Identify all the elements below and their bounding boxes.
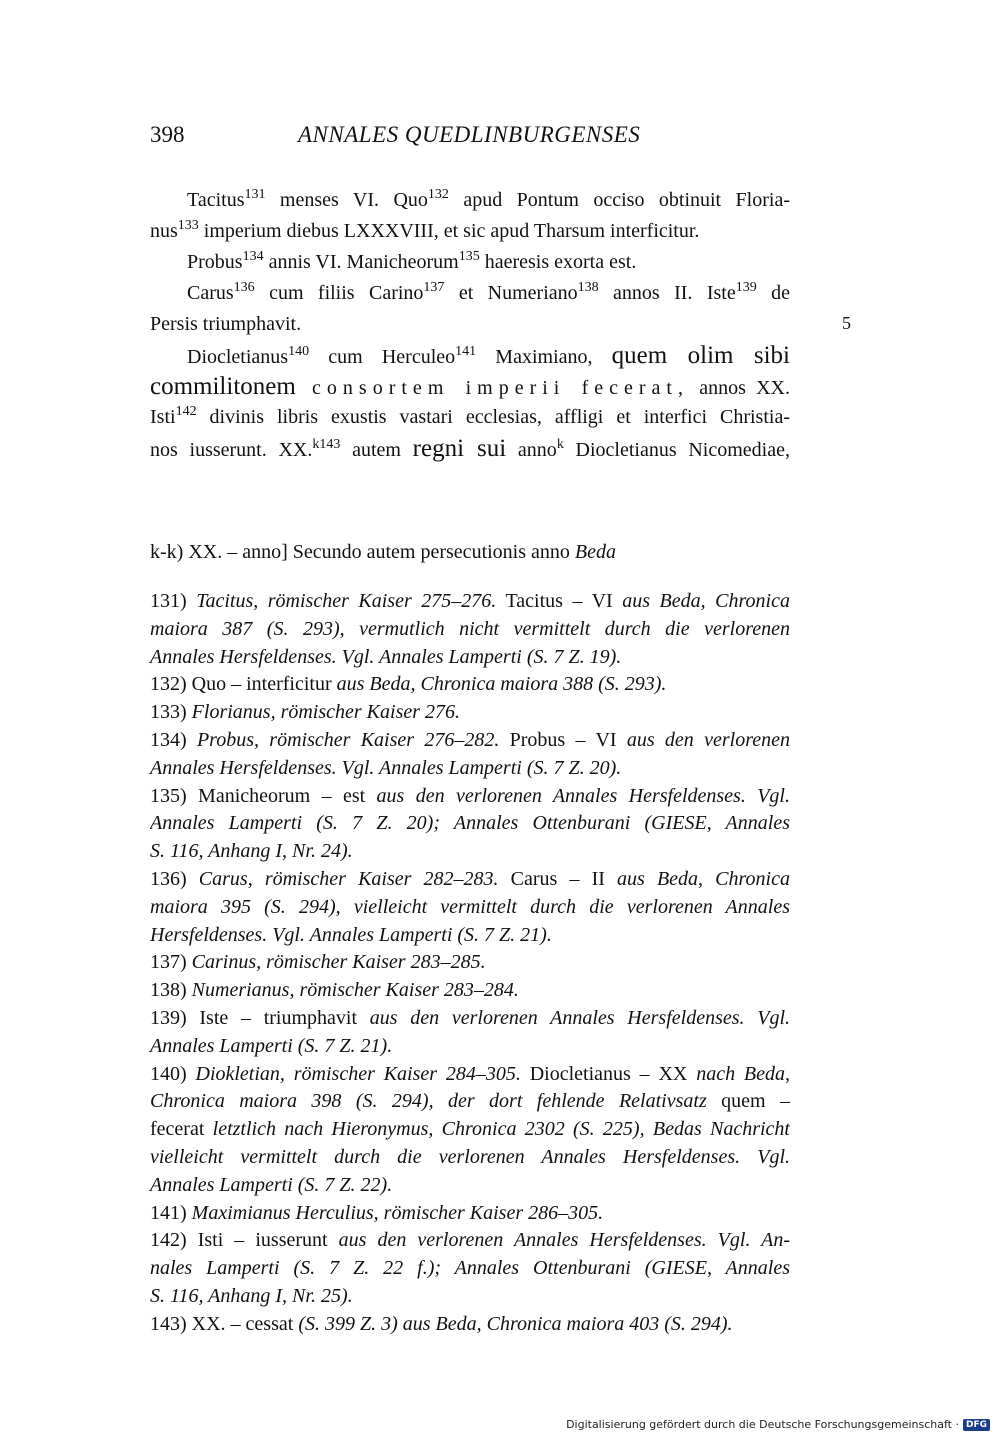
footnote-line: Annales Lamperti (S. 7 Z. 22). (150, 1173, 393, 1196)
footnote-line: Annales Lamperti (S. 7 Z. 20); Annales Ottenburani (GIESE, Annales (150, 812, 790, 835)
text-line: Diocletianus$^{140}$ cum Herculeo$^{141}$ Maximiano, quem olim sibi (187, 342, 790, 369)
apparatus-ref: k (556, 437, 564, 452)
footnote-line: 133) Florianus, römischer Kaiser 276. (150, 701, 461, 724)
footnote-ref: 141 (455, 344, 477, 359)
main-text (150, 185, 790, 464)
critical-apparatus: k-k) XX. – anno] Secundo autem persecutionis anno Beda (150, 541, 616, 563)
text-line: Isti$^{142}$ divinis libris exustis vastari ecclesias, affligi et interfici Christia- (150, 404, 790, 428)
footnote-ref: 139 (735, 280, 757, 295)
footnote-line: Annales Lamperti (S. 7 Z. 21). (150, 1034, 393, 1057)
footnote-ref: 142 (175, 404, 197, 419)
footnote-line: 137) Carinus, römischer Kaiser 283–285. (150, 951, 486, 974)
footnote-ref: 135 (458, 249, 480, 264)
footnote-ref: 133 (177, 218, 199, 233)
footnote-ref: 138 (577, 280, 599, 295)
footnote-ref: 132 (427, 187, 449, 202)
line-number-marker: 5 (842, 313, 851, 333)
text-line: commilitonem consortem imperii fecerat, annos XX. (150, 373, 790, 400)
footnote-line: 143) XX. – cessat (S. 399 Z. 3) aus Beda, Chronica maiora 403 (S. 294). (150, 1312, 733, 1335)
footnote-line: Annales Hersfeldenses. Vgl. Annales Lamperti (S. 7 Z. 19). (150, 645, 622, 668)
footnote-line: 138) Numerianus, römischer Kaiser 283–284. (150, 979, 519, 1002)
footnote-ref: k143 (312, 437, 341, 452)
footnote-line: Annales Hersfeldenses. Vgl. Annales Lamperti (S. 7 Z. 20). (150, 756, 622, 779)
footnote-line: fecerat letztlich nach Hieronymus, Chronica 2302 (S. 225), Bedas Nachricht (150, 1118, 790, 1141)
footnote-ref: 140 (288, 344, 310, 359)
digitization-credit (566, 1418, 990, 1431)
dfg-logo: DFG (963, 1419, 990, 1431)
footnote-ref: 134 (242, 249, 264, 264)
footnote-line: 140) Diokletian, römischer Kaiser 284–305. Diocletianus – XX nach Beda, (150, 1062, 790, 1085)
footnote-ref: 136 (233, 280, 255, 295)
quoted-text: quem olim sibi (611, 342, 790, 369)
text-line: Tacitus$^{131}$ menses VI. Quo$^{132}$ apud Pontum occiso obtinuit Floria- (187, 187, 790, 211)
quoted-text: commilitonem (150, 373, 296, 400)
footnote-line: S. 116, Anhang I, Nr. 25). (150, 1284, 353, 1307)
footnote-line: 136) Carus, römischer Kaiser 282–283. Carus – II aus Beda, Chronica (150, 867, 790, 890)
footnote-line: 139) Iste – triumphavit aus den verlorenen Annales Hersfeldenses. Vgl. (150, 1006, 790, 1029)
footnote-line: 141) Maximianus Herculius, römischer Kaiser 286–305. (150, 1201, 604, 1224)
text-line: nus$^{133}$ imperium diebus LXXXVIII, et sic apud Tharsum interficitur. (150, 218, 700, 242)
text-line: Persis triumphavit. (150, 313, 302, 335)
credit-text: Digitalisierung gefördert durch die Deutsche Forschungsgemeinschaft · (566, 1418, 959, 1431)
footnote-ref: 137 (423, 280, 445, 295)
footnote-line: 132) Quo – interficitur aus Beda, Chronica maiora 388 (S. 293). (150, 673, 667, 696)
running-title: ANNALES QUEDLINBURGENSES (298, 122, 641, 147)
page-header (150, 122, 790, 152)
spaced-text: consortem imperii fecerat, (295, 377, 689, 399)
footnote-ref: 131 (244, 187, 266, 202)
footnote-line: Chronica maiora 398 (S. 294), der dort fehlende Relativsatz quem – (150, 1090, 790, 1113)
text-line: Carus$^{136}$ cum filiis Carino$^{137}$ et Numeriano$^{138}$ annos II. Iste$^{139}$ de (187, 280, 790, 304)
footnote-line: 142) Isti – iusserunt aus den verlorenen Annales Hersfeldenses. Vgl. An- (150, 1229, 790, 1252)
footnotes (150, 588, 790, 1339)
text-line: Probus$^{134}$ annis VI. Manicheorum$^{135}$ haeresis exorta est. (187, 249, 637, 273)
page-number: 398 (150, 122, 185, 147)
footnote-line: 135) Manicheorum – est aus den verlorenen Annales Hersfeldenses. Vgl. (150, 784, 790, 807)
quoted-text: regni sui (412, 435, 507, 462)
footnote-line: S. 116, Anhang I, Nr. 24). (150, 840, 353, 863)
footnote-line: nales Lamperti (S. 7 Z. 22 f.); Annales Ottenburani (GIESE, Annales (150, 1257, 790, 1280)
footnote-line: 131) Tacitus, römischer Kaiser 275–276. Tacitus – VI aus Beda, Chronica (150, 590, 790, 612)
footnote-line: Hersfeldenses. Vgl. Annales Lamperti (S. 7 Z. 21). (150, 923, 552, 946)
footnote-line: maiora 387 (S. 293), vermutlich nicht vermittelt durch die verlorenen (150, 617, 790, 640)
footnote-line: maiora 395 (S. 294), vielleicht vermittelt durch die verlorenen Annales (150, 895, 790, 918)
footnote-line: 134) Probus, römischer Kaiser 276–282. Probus – VI aus den verlorenen (150, 728, 790, 751)
text-line: nos iusserunt. XX.$^{k143}$ autem regni sui anno$^k$ Diocletianus Nicomediae, (150, 435, 790, 462)
footnote-line: vielleicht vermittelt durch die verlorenen Annales Hersfeldenses. Vgl. (150, 1145, 790, 1168)
